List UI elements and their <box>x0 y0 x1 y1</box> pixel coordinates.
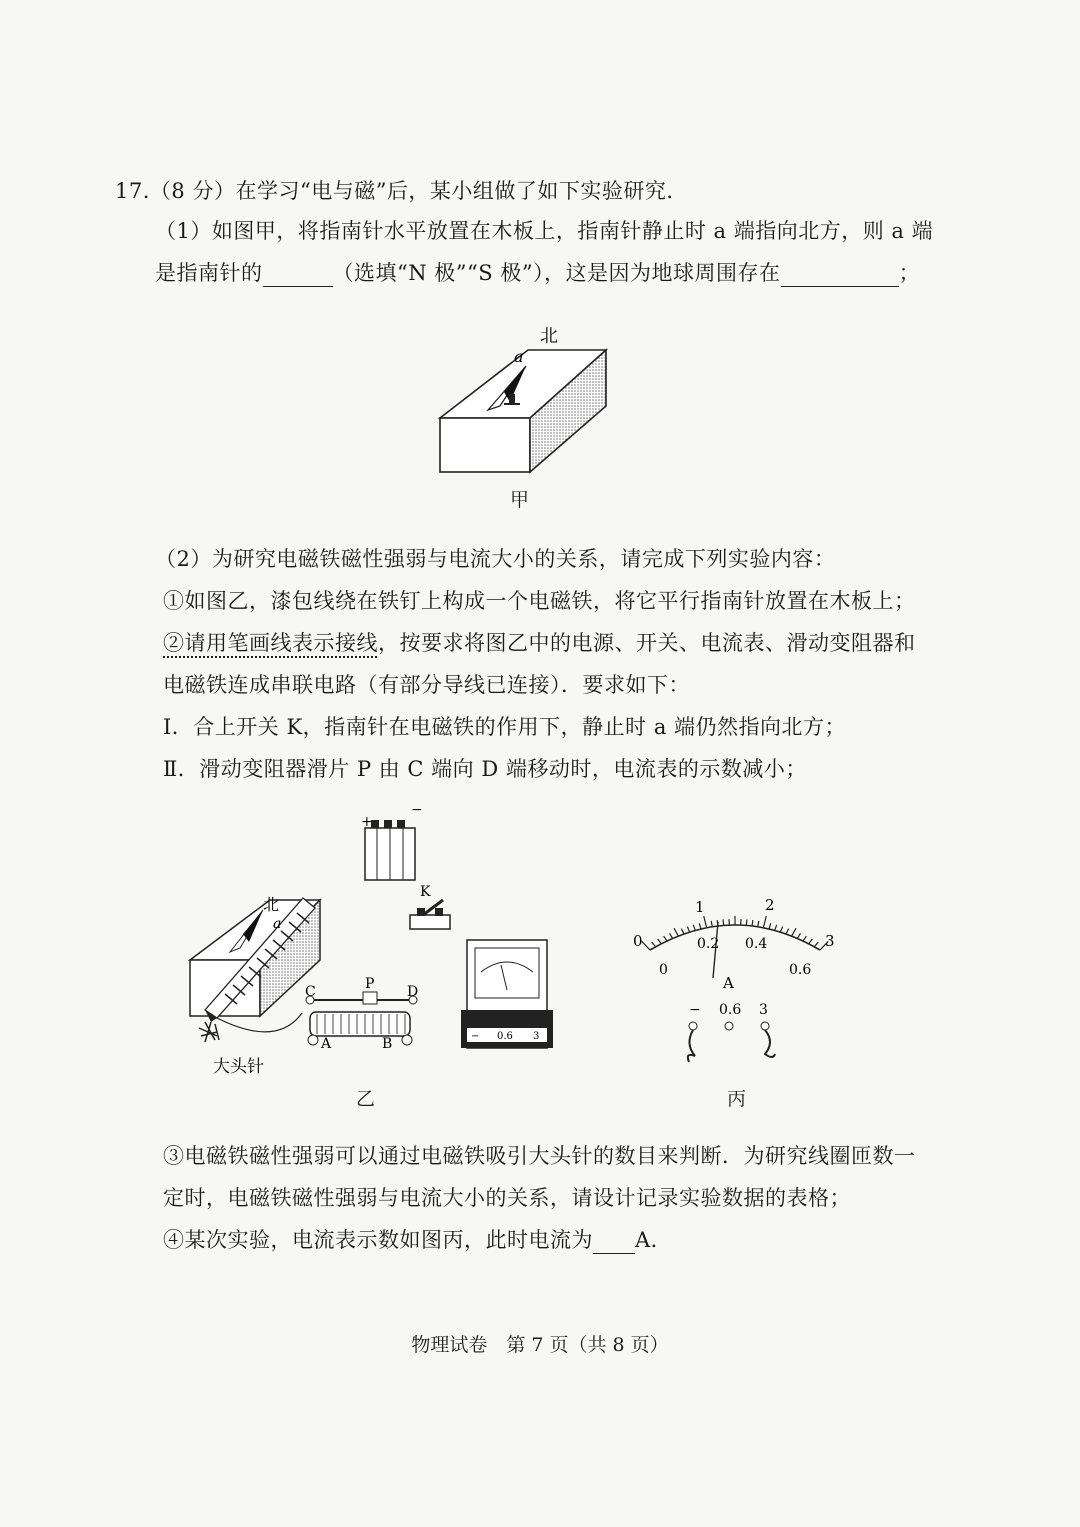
dial-tick <box>752 920 753 926</box>
dial-tick <box>699 923 701 929</box>
dial-terminal-3: 3 <box>759 1002 768 1018</box>
ammeter <box>461 940 553 1048</box>
outer-tick-0: 0 <box>633 932 643 950</box>
dial-tick <box>642 941 650 950</box>
part1-line2-b: （选填“N 极”“S 极”），这是因为地球周围存在 <box>332 261 781 285</box>
pins <box>199 1022 219 1042</box>
question-number: 17. <box>115 179 150 203</box>
north-label: 北 <box>540 326 558 347</box>
pins-label: 大头针 <box>213 1057 264 1077</box>
page-footer: 物理试卷 第 7 页（共 8 页） <box>411 1334 669 1356</box>
battery-plus: + <box>361 814 373 830</box>
dial-tick <box>769 923 771 929</box>
rheostat-d: D <box>407 984 419 1000</box>
part2-step2 <box>163 627 916 657</box>
dial-tick <box>763 916 766 928</box>
caption-yi: 乙 <box>356 1088 376 1110</box>
figure-yi <box>185 800 565 1090</box>
battery <box>361 802 423 880</box>
dial-tick <box>775 925 777 931</box>
battery-minus: − <box>411 802 423 818</box>
inner-tick-04: 0.4 <box>745 936 768 952</box>
inner-tick-0: 0 <box>659 962 668 978</box>
part1-line2 <box>155 257 920 287</box>
dial-terminal-minus: − <box>689 1002 701 1018</box>
inner-tick-02: 0.2 <box>697 936 720 952</box>
question-header <box>115 175 688 205</box>
dial-tick <box>803 936 806 941</box>
part1-line2-a: 是指南针的 <box>155 261 263 285</box>
needle-end-label: a <box>514 347 524 366</box>
step3-line2: 定时，电磁铁磁性强弱与电流大小的关系，请设计记录实验数据的表格； <box>163 1186 851 1210</box>
dial-tick <box>693 925 695 931</box>
part1-line2-c: ； <box>898 261 921 285</box>
dial-tick <box>746 919 747 925</box>
dial-terminals <box>688 1002 775 1062</box>
dial-tick <box>814 942 818 947</box>
dial-tick <box>797 933 800 938</box>
dial-tick <box>711 921 712 927</box>
caption-jia: 甲 <box>510 489 530 511</box>
part2-step2-cont: 电磁铁连成串联电路（有部分导线已连接）．要求如下： <box>163 673 690 697</box>
step4-a: ④某次实验，电流表示数如图丙，此时电流为 <box>163 1228 593 1252</box>
rheostat <box>305 976 418 1052</box>
outer-tick-3: 3 <box>825 932 835 950</box>
dial-unit: A <box>723 974 734 992</box>
dial-tick <box>723 919 724 925</box>
part2-step2-rest: ，按要求将图乙中的电源、开关、电流表、滑动变阻器和 <box>378 631 916 655</box>
answer-blank-current[interactable] <box>593 1231 635 1254</box>
dial-tick <box>674 928 678 936</box>
switch-k <box>410 884 450 929</box>
dial-tick <box>670 933 673 938</box>
question-score: （8 分） <box>149 179 236 203</box>
dial-terminal-06: 0.6 <box>719 1002 742 1018</box>
step4 <box>163 1224 672 1254</box>
answer-blank-field[interactable] <box>781 264 899 287</box>
inner-tick-06: 0.6 <box>789 962 812 978</box>
dial-tick <box>664 936 667 941</box>
ammeter-terminal-06: 0.6 <box>497 1031 513 1042</box>
part2-step1: ①如图乙，漆包线绕在铁钉上构成一个电磁铁，将它平行指南针放置在木板上； <box>163 589 916 613</box>
answer-blank-pole[interactable] <box>263 264 333 287</box>
dial-tick <box>658 939 662 944</box>
dial-tick <box>809 939 813 944</box>
dial-tick <box>786 929 789 934</box>
question-stem: 在学习“电与磁”后，某小组做了如下实验研究． <box>235 179 688 203</box>
outer-tick-2: 2 <box>765 896 775 914</box>
yi-needle-end: a <box>273 916 282 932</box>
caption-bing: 丙 <box>727 1088 747 1110</box>
wood-board <box>440 350 606 472</box>
rheostat-c: C <box>305 984 316 1000</box>
switch-label: K <box>420 884 431 900</box>
part2-intro: （2）为研究电磁铁磁性强弱与电流大小的关系，请完成下列实验内容： <box>155 547 836 571</box>
rheostat-b: B <box>382 1036 393 1052</box>
dial-tick <box>792 928 796 936</box>
figure-jia <box>430 318 630 518</box>
requirement-1: Ⅰ．合上开关 K，指南针在电磁铁的作用下，静止时 a 端仍然指向北方； <box>163 715 847 739</box>
part2-step2-emphasis: ②请用笔画线表示接线 <box>163 631 378 655</box>
ammeter-terminal-minus: − <box>471 1031 480 1042</box>
rheostat-p: P <box>365 976 375 992</box>
dial-tick <box>704 916 707 928</box>
dial-arc <box>650 925 820 950</box>
ammeter-terminal-3: 3 <box>533 1031 540 1042</box>
dial-tick <box>780 927 782 933</box>
step3-line1: ③电磁铁磁性强弱可以通过电磁铁吸引大头针的数目来判断．为研究线圈匝数一 <box>163 1144 916 1168</box>
requirement-2: Ⅱ．滑动变阻器滑片 P 由 C 端向 D 端移动时，电流表的示数减小； <box>163 757 807 781</box>
yi-north-label: 北 <box>263 895 280 914</box>
figure-bing <box>625 890 845 1070</box>
dial-tick <box>687 927 689 933</box>
dial-tick <box>758 921 759 927</box>
dial-ticks <box>642 916 828 950</box>
part1-line1: （1）如图甲，将指南针水平放置在木板上，指南针静止时 a 端指向北方，则 a 端 <box>155 219 934 243</box>
dial-tick <box>681 929 684 934</box>
step4-b: A． <box>635 1228 673 1252</box>
rheostat-a: A <box>321 1036 332 1052</box>
dial-tick <box>652 942 656 947</box>
outer-tick-1: 1 <box>695 898 705 916</box>
